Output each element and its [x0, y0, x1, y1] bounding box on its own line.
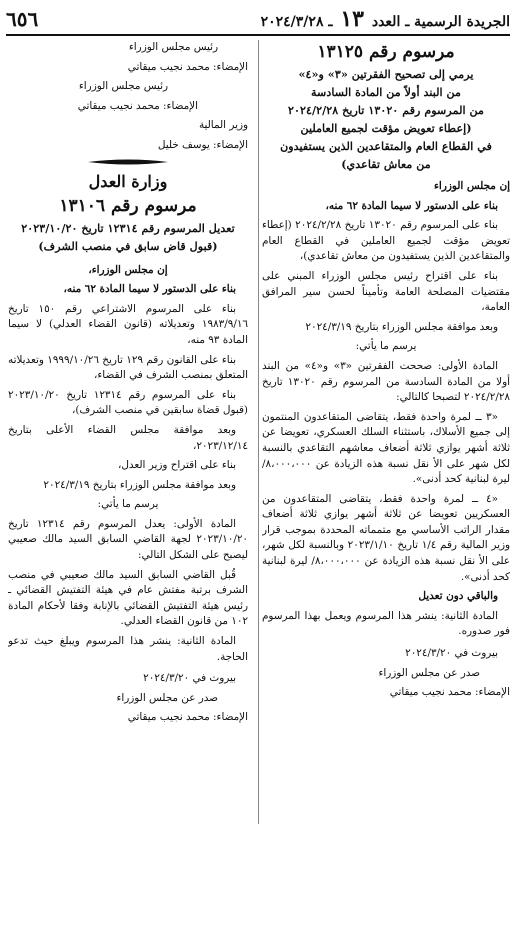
decree-subject-line: من معاش تقاعدي) — [341, 157, 431, 171]
preamble: إن مجلس الوزراء، — [88, 263, 168, 276]
signature: الإمضاء: يوسف خليل — [157, 138, 248, 151]
recital: وبعد موافقة مجلس الوزراء بتاريخ ٢٠٢٤/٣/١٩ — [43, 478, 236, 491]
signature: الإمضاء: محمد نجيب ميقاتي — [127, 711, 248, 724]
recital: وبعد موافقة مجلس القضاء الأعلى بتاريخ ٢٠٢٣/١٢/١٤، — [8, 423, 248, 452]
page-number: ٦٥٦ — [6, 7, 39, 31]
recital: بناء على الدستور لا سيما المادة ٦٢ منه، — [63, 283, 236, 296]
decree-clause: يرسم ما يأتي: — [355, 340, 417, 353]
recital: بناء على الدستور لا سيما المادة ٦٢ منه، — [325, 199, 498, 212]
decree-subject-line: يرمي إلى تصحيح الفقرتين «٣» و«٤» — [298, 67, 474, 81]
recital: وبعد موافقة مجلس الوزراء بتاريخ ٢٠٢٤/٣/١٩ — [305, 320, 498, 333]
issued-by: صدر عن مجلس الوزراء — [378, 666, 480, 679]
remainder-note: والباقي دون تعديل — [418, 590, 498, 603]
article-paragraph-3: «٣ ــ لمرة واحدة فقط، يتقاضى المتقاعدون المنتمون إلى جميع الأسلاك، باستثناء السلك العسكري، تعويضا عن ثلاثة أشهر يوازي ثلاثة أضعاف معاشهم التقاعدي بالنسبة لكل شهر على الأ نقل نسبة هذه الزيادة عن ٨،٠٠٠،٠٠٠/ ليرة لبنانية كحد أدنى». — [262, 410, 510, 486]
article-two: المادة الثانية: ينشر هذا المرسوم ويعمل بهذا المرسوم فور صدوره. — [262, 609, 510, 638]
gazette-title: الجريدة الرسمية ـ العدد — [371, 14, 510, 30]
recital: بناء على اقتراح رئيس مجلس الوزراء المبني على مقتضيات المصلحة العامة وتأميناً لحسن سير المرافق العامة، — [262, 269, 510, 314]
recital: بناء على القانون رقم ١٢٩ تاريخ ١٩٩٩/١٠/٢٦ وتعديلاته المتعلق بمنصب الشرف في القضاء، — [8, 353, 248, 382]
recital: بناء على اقتراح وزير العدل، — [118, 459, 236, 472]
signature: الإمضاء: محمد نجيب ميقاتي — [127, 60, 248, 73]
article-one: المادة الأولى: صححت الفقرتين «٣» و«٤» من البند أولا من المادة السادسة من المرسوم رقم ١٣٠٢٠ تاريخ ٢٠٢٤/٢/٢٨ لتصبحا كالتالي: — [262, 359, 510, 404]
place-date: بيروت في ٢٠٢٤/٣/٢٠ — [405, 647, 498, 660]
recital: بناء على المرسوم رقم ١٢٣١٤ تاريخ ٢٠٢٣/١٠/٢٠ (قبول قضاة سابقين في منصب الشرف)، — [8, 388, 248, 417]
column-divider — [258, 40, 259, 824]
place-date: بيروت في ٢٠٢٤/٣/٢٠ — [143, 672, 236, 685]
decree-subject-line: من المرسوم رقم ١٣٠٢٠ تاريخ ٢٠٢٤/٢/٢٨ — [288, 103, 484, 117]
issue-date: ـ ٢٠٢٤/٣/٢٨ — [260, 14, 333, 30]
article-paragraph-4: «٤ ــ لمرة واحدة فقط، يتقاضى المتقاعدون من العسكريين تعويضا عن ثلاثة أشهر يوازي ثلاثة أضعاف مقدار الراتب الأساسي مع متمماته المحددة بموجب قرار وزير المالية رقم ١/٤ تاريخ ٢٠٢٣/١/١٠ وبالنسبة لكل شهر، على الأ نقل نسبة هذه الزيادة عن ٨،٠٠٠،٠٠٠/ ليرة لبنانية كحد أدنى». — [262, 492, 510, 583]
issued-by: صدر عن مجلس الوزراء — [116, 691, 218, 704]
signatory-title: رئيس مجلس الوزراء — [128, 41, 218, 53]
article-one: المادة الأولى: يعدل المرسوم رقم ١٢٣١٤ تاريخ ٢٠٢٣/١٠/٢٠ لجهة القاضي السابق السيد مالك صعيبي ليصبح على الشكل التالي: — [8, 517, 248, 562]
right-column — [262, 40, 510, 926]
decree-subject-line: من البند أولاً من المادة السادسة — [310, 85, 462, 99]
recital: بناء على المرسوم الاشتراعي رقم ١٥٠ تاريخ ١٩٨٣/٩/١٦ وتعديلاته (قانون القضاء العدلي) لا سيما المادة ٩٣ منه، — [8, 302, 248, 346]
decree-title: مرسوم رقم ١٣١٠٦ — [59, 195, 197, 216]
signatory-title: وزير المالية — [198, 119, 248, 132]
page-header — [6, 4, 510, 36]
recital: بناء على المرسوم رقم ١٣٠٢٠ تاريخ ٢٠٢٤/٢/٢٨ (إعطاء تعويض مؤقت لجميع العاملين في القطاع العام والمتقاعدين الذين يستفيدون من معاش تقاعدي)، — [262, 219, 510, 263]
decree-subject-line: (إعطاء تعويض مؤقت لجميع العاملين — [300, 121, 472, 135]
decree-clause: يرسم ما يأتي: — [97, 498, 159, 511]
signatory-title: رئيس مجلس الوزراء — [78, 80, 168, 93]
decree-subject-line: (قبول قاض سابق في منصب الشرف) — [38, 238, 218, 253]
ministry-title: وزارة العدل — [88, 171, 168, 191]
section-ornament-icon — [88, 158, 168, 166]
signature: الإمضاء: محمد نجيب ميقاتي — [389, 686, 510, 699]
decree-subject-line: تعديل المرسوم رقم ١٢٣١٤ تاريخ ٢٠٢٣/١٠/٢٠ — [21, 220, 235, 235]
left-column — [8, 40, 248, 926]
decree-title: مرسوم رقم ١٣١٢٥ — [317, 42, 455, 62]
preamble: إن مجلس الوزراء — [434, 180, 510, 192]
decree-subject-line: في القطاع العام والمتقاعدين الذين يستفيدون — [280, 139, 492, 153]
article-one-text: قُبل القاضي السابق السيد مالك صعيبي في منصب الشرف برتبة مفتش عام في هيئة التفتيش القضائي ـ رئيس هيئة التفتيش القضائي بالإنابة وفقا لأحكام المادة ١٠٢ من قانون القضاء العدلي. — [8, 568, 248, 628]
issue-number: ١٣ — [340, 6, 364, 32]
article-two: المادة الثانية: ينشر هذا المرسوم ويبلغ حيث تدعو الحاجة. — [8, 635, 248, 663]
signature: الإمضاء: محمد نجيب ميقاتي — [77, 99, 198, 112]
gazette-heading — [261, 6, 510, 32]
